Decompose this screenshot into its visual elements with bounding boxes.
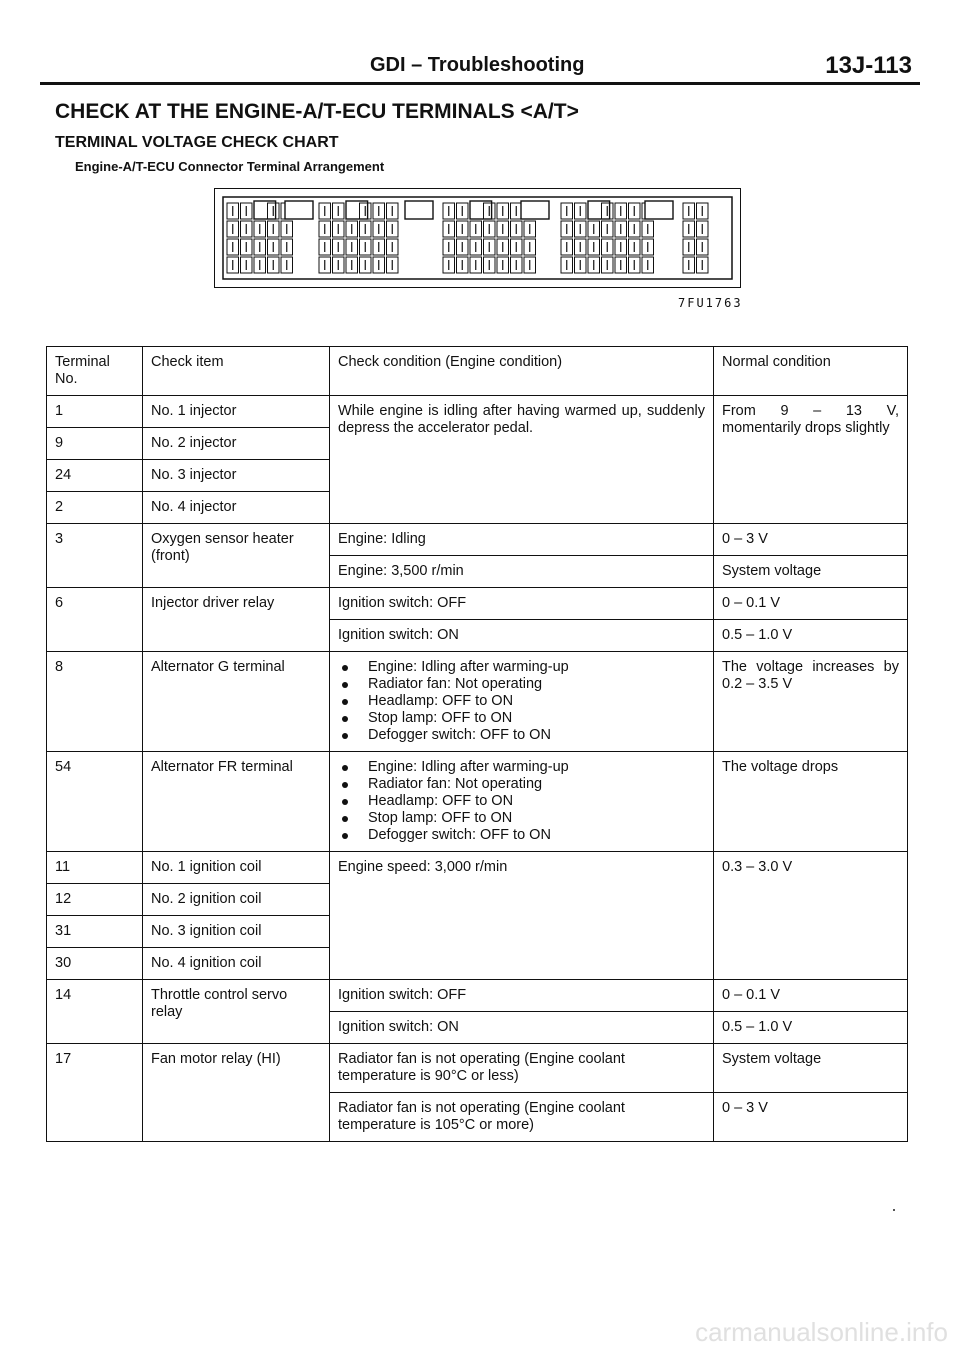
watermark: carmanualsonline.info: [695, 1317, 948, 1347]
page-number: 13J-113: [825, 52, 912, 79]
scan-dot: [893, 1209, 895, 1211]
list-item: Stop lamp: OFF to ON: [338, 810, 705, 827]
condition-cell: Ignition switch: OFF: [330, 588, 714, 620]
page-header: [40, 52, 920, 85]
normal-cell: The voltage drops: [714, 752, 908, 852]
check-item-cell: Alternator G terminal: [143, 652, 330, 752]
normal-cell: System voltage: [714, 556, 908, 588]
section-title: GDI – Troubleshooting: [370, 54, 585, 76]
normal-cell: 0 – 3 V: [714, 1093, 908, 1142]
condition-cell: [330, 752, 714, 852]
connector-diagram: [214, 188, 741, 288]
check-item-cell: No. 4 ignition coil: [143, 948, 330, 980]
connector-key: [285, 201, 313, 219]
terminal-cell: 31: [47, 916, 143, 948]
terminal-cell: 12: [47, 884, 143, 916]
terminal-cell: 9: [47, 428, 143, 460]
table-row: [47, 852, 908, 884]
terminal-cell: 14: [47, 980, 143, 1044]
normal-cell: 0.5 – 1.0 V: [714, 1012, 908, 1044]
table-row: [47, 396, 908, 428]
check-item-cell: Throttle control servo relay: [143, 980, 330, 1044]
list-item: Radiator fan: Not operating: [338, 776, 705, 793]
check-item-cell: No. 2 ignition coil: [143, 884, 330, 916]
header-check-item: Check item: [143, 347, 330, 396]
check-item-cell: No. 3 injector: [143, 460, 330, 492]
list-item: Defogger switch: OFF to ON: [338, 827, 705, 844]
terminal-cell: 3: [47, 524, 143, 588]
check-item-cell: Oxygen sensor heater (front): [143, 524, 330, 588]
page-title: CHECK AT THE ENGINE-A/T-ECU TERMINALS <A/T>: [55, 100, 579, 123]
connector-key: [521, 201, 549, 219]
terminal-voltage-table: [46, 346, 908, 1142]
condition-cell: Ignition switch: OFF: [330, 980, 714, 1012]
normal-cell: 0.3 – 3.0 V: [714, 852, 908, 980]
table-row: [47, 652, 908, 752]
condition-cell: While engine is idling after having warmed up, suddenly depress the accelerator pedal.: [330, 396, 714, 524]
condition-cell: Ignition switch: ON: [330, 620, 714, 652]
list-item: Headlamp: OFF to ON: [338, 693, 705, 710]
list-item: Defogger switch: OFF to ON: [338, 727, 705, 744]
condition-cell: Ignition switch: ON: [330, 1012, 714, 1044]
terminal-cell: 17: [47, 1044, 143, 1142]
list-item: Stop lamp: OFF to ON: [338, 710, 705, 727]
terminal-cell: 30: [47, 948, 143, 980]
check-item-cell: Alternator FR terminal: [143, 752, 330, 852]
figure-code: 7FU1763: [678, 296, 743, 310]
condition-cell: [330, 652, 714, 752]
terminal-cell: 6: [47, 588, 143, 652]
header-normal-condition: Normal condition: [714, 347, 908, 396]
normal-cell: 0.5 – 1.0 V: [714, 620, 908, 652]
check-item-cell: No. 3 ignition coil: [143, 916, 330, 948]
check-item-cell: No. 4 injector: [143, 492, 330, 524]
header-terminal: Terminal No.: [47, 347, 143, 396]
connector-terminal-diagram: [215, 189, 740, 287]
check-item-cell: No. 1 injector: [143, 396, 330, 428]
normal-cell: 0 – 3 V: [714, 524, 908, 556]
terminal-cell: 11: [47, 852, 143, 884]
list-item: Radiator fan: Not operating: [338, 676, 705, 693]
condition-cell: Radiator fan is not operating (Engine coolant temperature is 90°C or less): [330, 1044, 714, 1093]
table-row: [47, 980, 908, 1012]
check-item-cell: Injector driver relay: [143, 588, 330, 652]
terminal-cell: 8: [47, 652, 143, 752]
table-row: [47, 524, 908, 556]
list-item: Engine: Idling after warming-up: [338, 659, 705, 676]
check-item-cell: No. 1 ignition coil: [143, 852, 330, 884]
condition-cell: Radiator fan is not operating (Engine coolant temperature is 105°C or more): [330, 1093, 714, 1142]
condition-list: [338, 759, 705, 844]
table-row: [47, 588, 908, 620]
normal-cell: From 9 – 13 V, momentarily drops slightly: [714, 396, 908, 524]
list-item: Headlamp: OFF to ON: [338, 793, 705, 810]
figure-caption: Engine-A/T-ECU Connector Terminal Arrangement: [75, 159, 385, 174]
table-row: [47, 752, 908, 852]
normal-cell: System voltage: [714, 1044, 908, 1093]
table-row: [47, 1044, 908, 1093]
list-item: Engine: Idling after warming-up: [338, 759, 705, 776]
condition-cell: Engine speed: 3,000 r/min: [330, 852, 714, 980]
terminal-cell: 2: [47, 492, 143, 524]
check-item-cell: No. 2 injector: [143, 428, 330, 460]
normal-cell: 0 – 0.1 V: [714, 588, 908, 620]
header-check-condition: Check condition (Engine condition): [330, 347, 714, 396]
connector-key: [645, 201, 673, 219]
terminal-cell: 1: [47, 396, 143, 428]
table-header-row: [47, 347, 908, 396]
chart-subtitle: TERMINAL VOLTAGE CHECK CHART: [55, 134, 339, 151]
terminal-cell: 54: [47, 752, 143, 852]
terminal-cell: 24: [47, 460, 143, 492]
condition-cell: Engine: Idling: [330, 524, 714, 556]
check-item-cell: Fan motor relay (HI): [143, 1044, 330, 1142]
normal-cell: 0 – 0.1 V: [714, 980, 908, 1012]
condition-cell: Engine: 3,500 r/min: [330, 556, 714, 588]
normal-cell: The voltage increases by 0.2 – 3.5 V: [714, 652, 908, 752]
connector-key: [405, 201, 433, 219]
condition-list: [338, 659, 705, 744]
